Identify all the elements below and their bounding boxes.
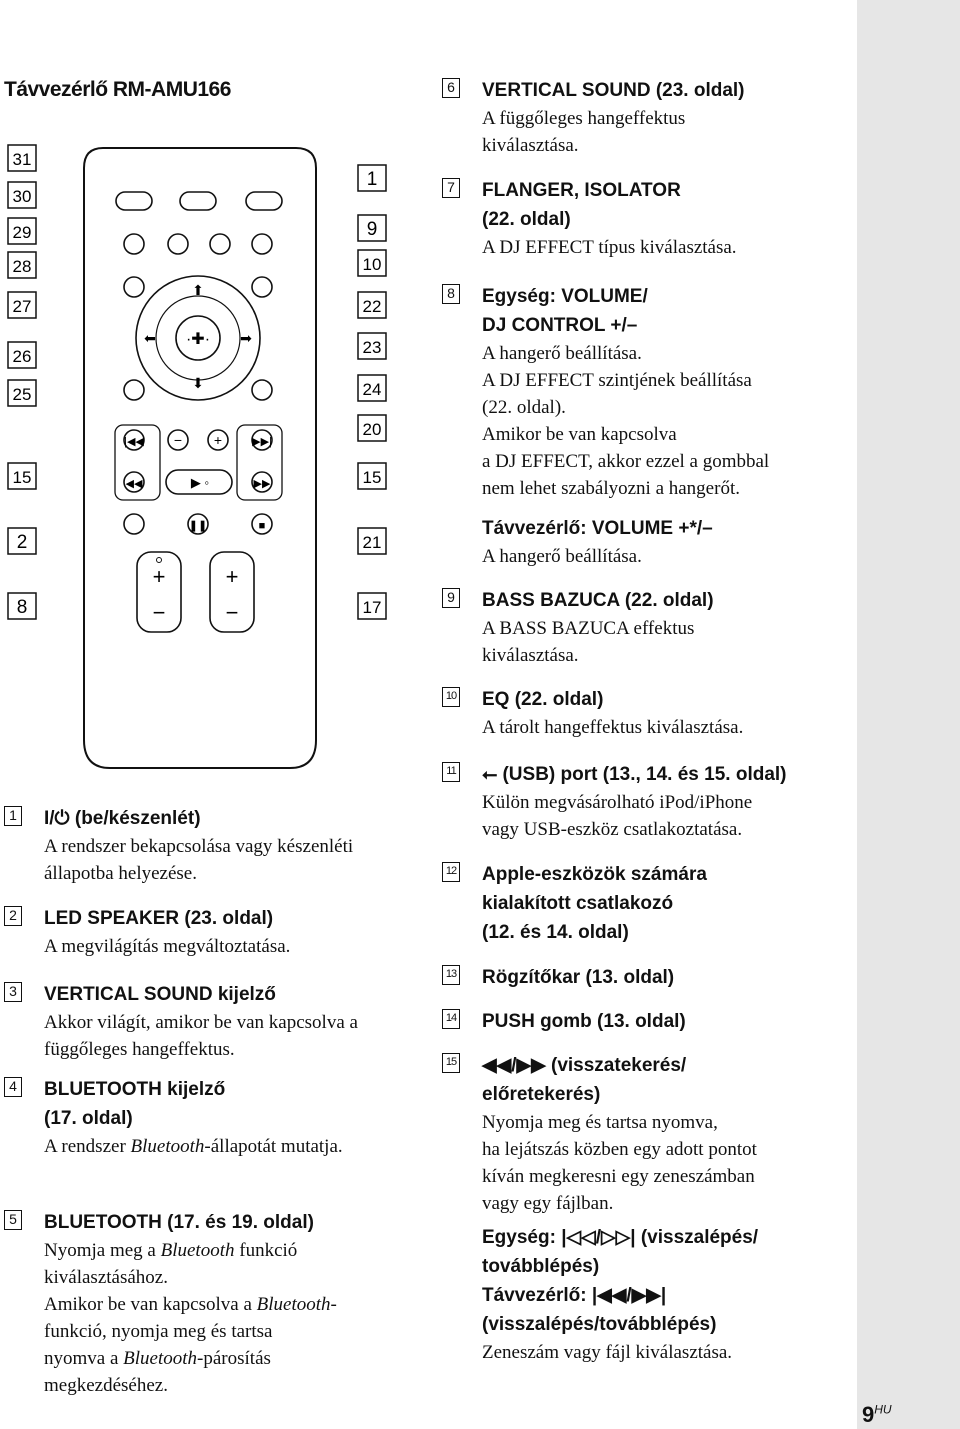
entry-7: [442, 176, 842, 261]
entry-2: [4, 904, 404, 960]
entry-heading-2: (22. oldal): [482, 209, 571, 230]
unit-heading-2: továbblépés): [482, 1256, 600, 1277]
desc-italic: Bluetooth: [130, 1136, 205, 1157]
desc-text: nyomva a: [44, 1348, 124, 1369]
entry-4: [4, 1075, 404, 1160]
callout-right-20: [358, 415, 386, 441]
callout-right-10: [358, 250, 386, 276]
callout-label: 9: [366, 219, 378, 240]
desc-italic: Bluetooth: [256, 1294, 331, 1315]
rewind-icon: ◀◀: [125, 478, 143, 490]
entry-6: [442, 76, 842, 159]
desc-line: vagy USB-eszköz csatlakoztatása.: [482, 819, 743, 840]
page-title: Távvezérlő RM-AMU166: [4, 78, 231, 101]
remote-illustration: [0, 120, 400, 770]
desc-line: nem lehet szabályozni a hangerőt.: [482, 478, 740, 499]
dpad-down-icon[interactable]: ⬇: [192, 375, 204, 391]
callout-label: 27: [12, 297, 32, 316]
entry-number: 8: [442, 284, 460, 304]
dpad-enter-icon: ·✚·: [185, 331, 211, 348]
desc-line: a DJ EFFECT, akkor ezzel a gombbal: [482, 451, 770, 472]
callout-left-31: [8, 145, 36, 171]
entry-number: 3: [4, 982, 22, 1002]
desc-text: -: [330, 1294, 337, 1315]
entry-description: A rendszer bekapcsolása vagy készenléti állapotba helyezése.: [44, 836, 354, 884]
minus-icon: −: [173, 432, 183, 448]
callout-left-29: [8, 218, 36, 244]
callout-right-17: [358, 593, 386, 619]
callout-right-15: [358, 463, 386, 489]
dpad-right-icon[interactable]: ➡: [240, 330, 252, 346]
entry-heading: BLUETOOTH kijelző: [44, 1079, 226, 1100]
volume-left-minus: −: [152, 600, 166, 625]
callouts-left: [8, 145, 36, 619]
remote-description: A hangerő beállítása.: [482, 546, 642, 567]
entry-heading: Apple-eszközök számára: [482, 864, 707, 885]
entry-description: A tárolt hangeffektus kiválasztása.: [482, 717, 744, 738]
entry-heading: VERTICAL SOUND (23. oldal): [482, 80, 745, 101]
desc-line: Külön megvásárolható iPod/iPhone: [482, 792, 753, 813]
callout-label: 20: [362, 420, 382, 439]
remote-heading: Távvezérlő: |◀◀/▶▶|: [482, 1285, 667, 1306]
entry-12: [442, 860, 842, 947]
callout-label: 28: [12, 257, 32, 276]
callout-label: 23: [362, 338, 382, 357]
entry-11: [442, 760, 852, 843]
entry-8: [442, 282, 852, 570]
callout-left-26: [8, 342, 36, 368]
entry-number: 5: [4, 1210, 22, 1230]
desc-italic: Bluetooth: [123, 1348, 198, 1369]
remote-description: Zeneszám vagy fájl kiválasztása.: [482, 1342, 733, 1363]
entry-14: [442, 1007, 842, 1036]
side-tab: [857, 0, 960, 1429]
volume-right-minus: −: [225, 600, 239, 625]
callout-right-23: [358, 333, 386, 359]
dpad-up-icon[interactable]: ⬆: [192, 282, 204, 298]
desc-line: Amikor be van kapcsolva: [482, 424, 677, 445]
desc-line: megkezdéséhez.: [44, 1375, 168, 1396]
callout-label: 31: [12, 150, 32, 169]
desc-text: -állapotát mutatja.: [204, 1136, 343, 1157]
entry-heading-2: (17. oldal): [44, 1108, 133, 1129]
desc-line: A DJ EFFECT szintjének beállítása: [482, 370, 752, 391]
entry-1: [4, 804, 404, 887]
page-lang: HU: [874, 1402, 892, 1417]
entry-number: 15: [442, 1053, 460, 1073]
entry-heading-2: DJ CONTROL +/–: [482, 315, 638, 336]
entry-heading: BASS BAZUCA (22. oldal): [482, 590, 714, 611]
desc-line: kiválasztásához.: [44, 1267, 168, 1288]
page-number-value: 9: [862, 1402, 875, 1427]
callout-left-27: [8, 292, 36, 318]
callout-label: 25: [12, 385, 32, 404]
entry-heading-2: kialakított csatlakozó: [482, 893, 674, 914]
entry-number: 6: [442, 78, 460, 98]
entry-heading: EQ (22. oldal): [482, 689, 604, 710]
callout-label: 29: [12, 223, 32, 242]
volume-left-plus: +: [152, 564, 166, 589]
callout-label: 15: [362, 468, 382, 487]
play-icon: ▶ ◦: [190, 475, 210, 490]
callout-right-9: [358, 215, 386, 241]
desc-text: -párosítás: [197, 1348, 271, 1369]
entry-description: [482, 340, 852, 502]
desc-line: vagy egy fájlban.: [482, 1193, 614, 1214]
desc-line: funkció, nyomja meg és tartsa: [44, 1321, 273, 1342]
callout-left-15: [8, 463, 36, 489]
desc-line: ha lejátszás közben egy adott pontot: [482, 1139, 757, 1160]
entry-number: 7: [442, 178, 460, 198]
entry-heading: BLUETOOTH (17. és 19. oldal): [44, 1212, 314, 1233]
callout-left-2: [8, 528, 36, 554]
entry-description: A függőleges hangeffektus kiválasztása.: [482, 108, 686, 156]
stop-icon: ■: [258, 520, 266, 532]
callout-label: 2: [16, 532, 28, 553]
entry-heading: FLANGER, ISOLATOR: [482, 180, 681, 201]
entry-heading-2: előretekerés): [482, 1084, 601, 1105]
entry-number: 1: [4, 806, 22, 826]
entry-number: 2: [4, 906, 22, 926]
callout-left-28: [8, 252, 36, 278]
entry-number: 11: [442, 762, 460, 782]
entry-description: A megvilágítás megváltoztatása.: [44, 936, 291, 957]
callout-label: 24: [362, 380, 382, 399]
callout-label: 30: [12, 187, 32, 206]
dpad-left-icon[interactable]: ⬅: [144, 330, 156, 346]
entry-description: A BASS BAZUCA effektus kiválasztása.: [482, 618, 695, 666]
unit-heading: Egység: |◁◁/▷▷| (visszalépés/: [482, 1227, 759, 1248]
callout-right-1: [358, 165, 386, 191]
callout-label: 22: [362, 297, 382, 316]
callout-left-30: [8, 182, 36, 208]
page-number: [862, 1402, 892, 1428]
callout-left-25: [8, 380, 36, 406]
entry-5: [4, 1208, 404, 1399]
entry-number: 4: [4, 1077, 22, 1097]
callouts-right: [358, 165, 386, 619]
remote-body: [84, 148, 316, 768]
entry-description: [482, 1109, 852, 1217]
callout-right-24: [358, 375, 386, 401]
callout-right-21: [358, 528, 386, 554]
entry-description: Akkor világít, amikor be van kapcsolva a függőleges hangeffektus.: [44, 1012, 358, 1060]
entry-heading: ⭠ (USB) port (13., 14. és 15. oldal): [482, 764, 787, 785]
callout-label: 1: [366, 169, 378, 190]
desc-line: Nyomja meg és tartsa nyomva,: [482, 1112, 718, 1133]
callout-left-8: [8, 593, 36, 619]
remote-heading: Távvezérlő: VOLUME +*/–: [482, 518, 713, 539]
callout-right-22: [358, 292, 386, 318]
next-icon: ▶▶|: [252, 436, 272, 448]
callout-label: 10: [362, 255, 382, 274]
entry-description: [482, 789, 852, 843]
entry-13: [442, 963, 842, 992]
callout-label: 17: [362, 598, 382, 617]
entry-9: [442, 586, 842, 669]
entry-3: [4, 980, 374, 1063]
desc-text: Amikor be van kapcsolva a: [44, 1294, 257, 1315]
entry-heading: Egység: VOLUME/: [482, 286, 648, 307]
desc-line: (22. oldal).: [482, 397, 566, 418]
entry-number: 9: [442, 588, 460, 608]
desc-text: A rendszer: [44, 1136, 131, 1157]
entry-number: 10: [442, 687, 460, 707]
plus-icon: +: [213, 432, 223, 448]
remote-heading-2: (visszalépés/továbblépés): [482, 1314, 717, 1335]
entry-heading: Rögzítőkar (13. oldal): [482, 967, 675, 988]
entry-heading: VERTICAL SOUND kijelző: [44, 984, 276, 1005]
prev-icon: |◀◀: [124, 436, 144, 448]
entry-heading: I/⏻ (be/készenlét): [44, 808, 201, 829]
entry-number: 13: [442, 965, 460, 985]
entry-10: [442, 685, 842, 741]
desc-text: Nyomja meg a: [44, 1240, 161, 1261]
desc-line: A hangerő beállítása.: [482, 343, 642, 364]
desc-italic: Bluetooth: [160, 1240, 235, 1261]
entry-heading: PUSH gomb (13. oldal): [482, 1011, 686, 1032]
entry-heading: LED SPEAKER (23. oldal): [44, 908, 274, 929]
volume-right-plus: +: [225, 564, 239, 589]
entry-description: [44, 1237, 404, 1399]
entry-number: 14: [442, 1009, 460, 1029]
callout-label: 15: [12, 468, 32, 487]
entry-heading: ◀◀/▶▶ (visszatekerés/: [482, 1055, 687, 1076]
callout-label: 21: [362, 533, 382, 552]
pause-icon: ❚❚: [188, 520, 208, 532]
desc-text: funkció: [234, 1240, 298, 1261]
fast-forward-icon: ▶▶: [253, 478, 271, 490]
entry-description: [44, 1133, 344, 1160]
desc-line: kíván megkeresni egy zeneszámban: [482, 1166, 755, 1187]
callout-label: 8: [16, 597, 28, 618]
entry-15: [442, 1051, 852, 1366]
entry-heading-3: (12. és 14. oldal): [482, 922, 629, 943]
callout-label: 26: [12, 347, 32, 366]
entry-number: 12: [442, 862, 460, 882]
entry-description: A DJ EFFECT típus kiválasztása.: [482, 237, 737, 258]
